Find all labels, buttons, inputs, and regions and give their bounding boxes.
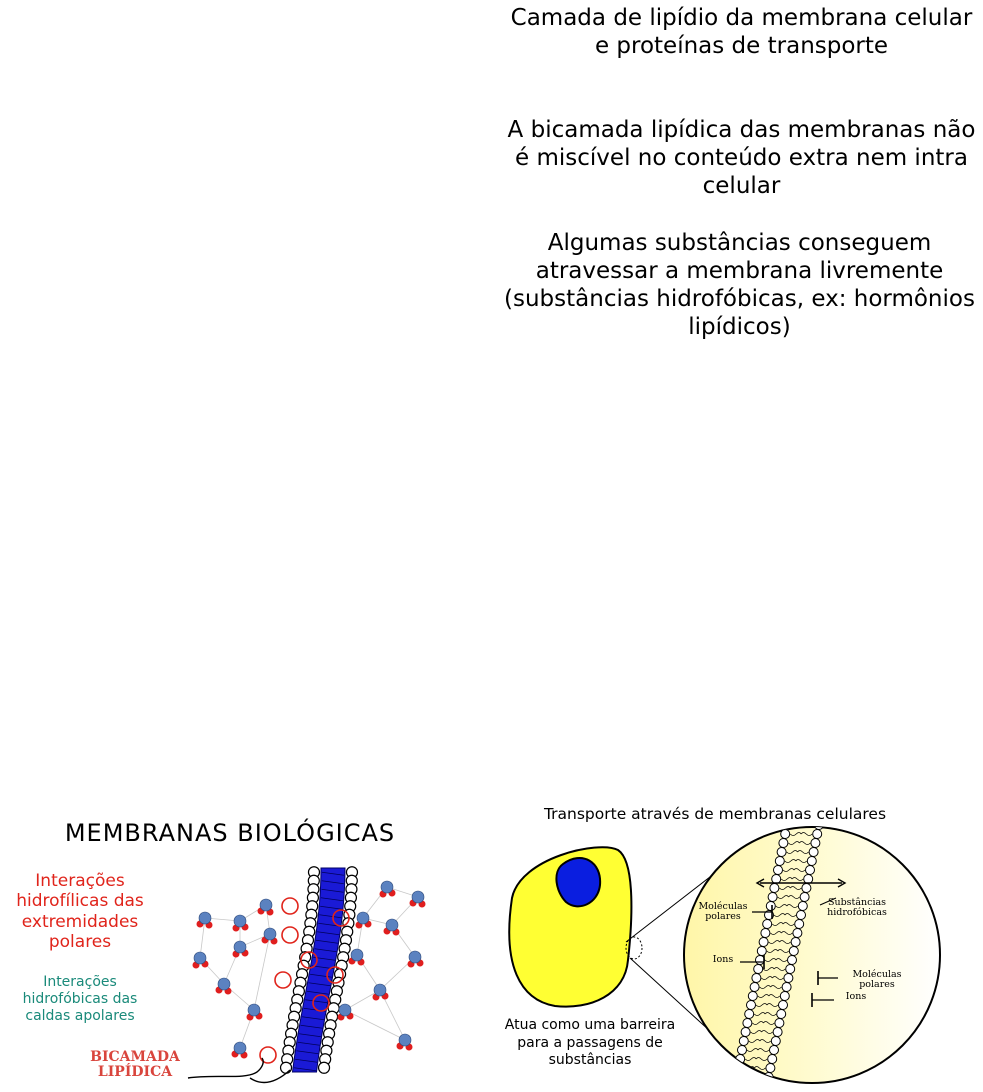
lipid-bilayer-label: BICAMADA LIPÍDICA	[90, 1049, 180, 1080]
hydrophilic-interactions-label: Interações hidrofílicas das extremidades polares	[16, 871, 144, 953]
transport-title: Transporte através de membranas celulares	[543, 805, 887, 823]
hydrophobic-interactions-label: Interações hidrofóbicas das caldas apolares	[22, 974, 138, 1024]
slide-title: Camada de lipídio da membrana celular e proteínas de transporte	[510, 5, 973, 60]
barrier-label: Atua como uma barreira para a passagens de substâncias	[504, 1017, 676, 1068]
polar-molecules-left-label: Moléculas polares	[698, 901, 748, 923]
ions-left-label: Ions	[712, 954, 734, 965]
cell-nucleus	[556, 858, 600, 906]
hydrophobic-substances-label: Substâncias hidrofóbicas	[827, 897, 887, 919]
polar-molecules-right-label: Moléculas polares	[852, 969, 902, 991]
ions-right-label: Ions	[845, 991, 867, 1002]
free-crossing-text: Algumas substâncias conseguem atravessar a membrana livremente (substâncias hidrofóbicas, ex: hormônios lipídicos)	[504, 230, 975, 341]
bilayer-miscibility-text: A bicamada lipídica das membranas não é miscível no conteúdo extra nem intra celular	[507, 117, 976, 200]
membranes-title: MEMBRANAS BIOLÓGICAS	[64, 819, 396, 847]
